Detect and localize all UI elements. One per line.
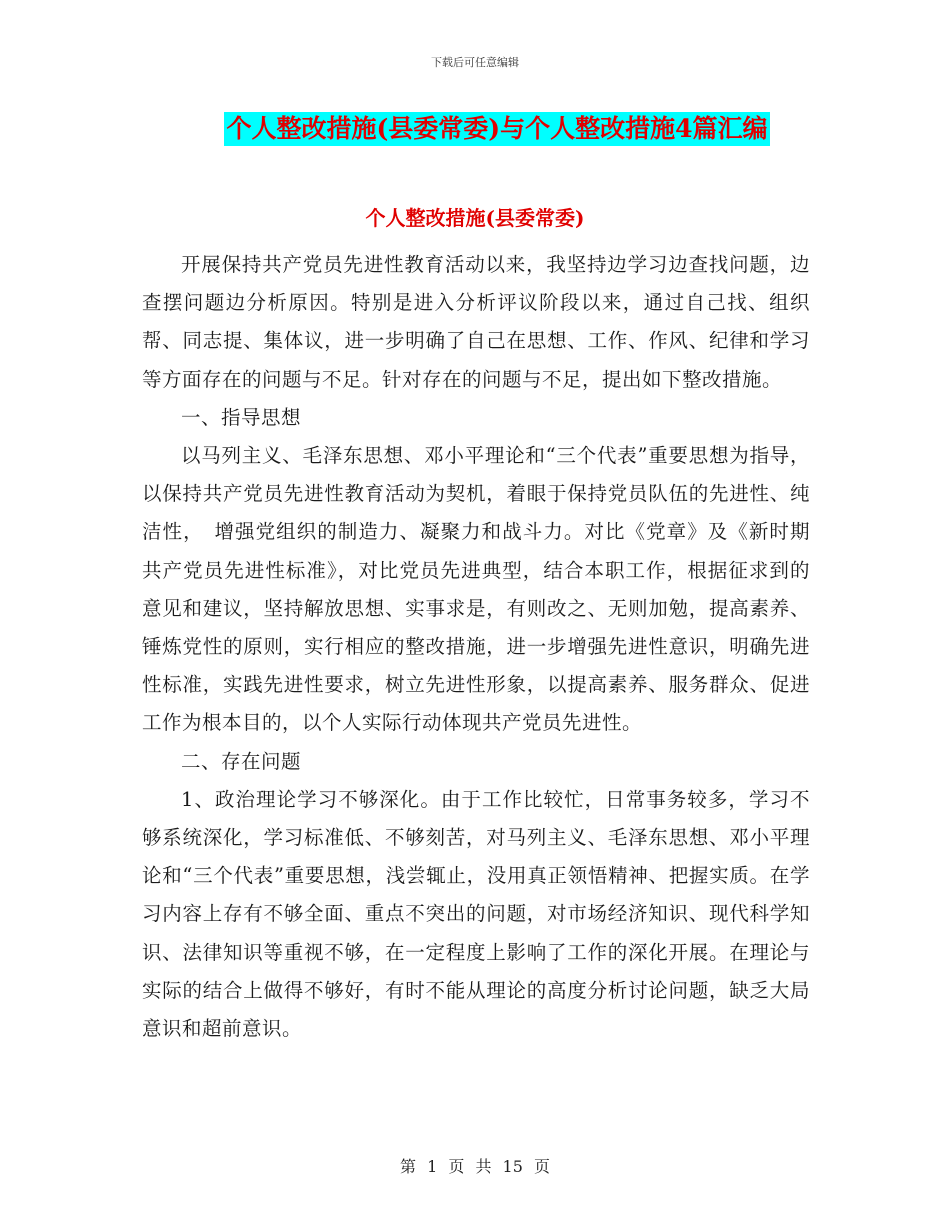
paragraph-problem-1: 1、政治理论学习不够深化。由于工作比较忙，日常事务较多，学习不够系统深化，学习标准低、不够刻苦，对马列主义、毛泽东思想、邓小平理论和“三个代表”重要思想，浅尝辄止，没用真正领悟精神、把握实质。在学习内容上存有不够全面、重点不突出的问题，对市场经济知识、现代科学知识、法律知识等重视不够，在一定程度上影响了工作的深化开展。在理论与实际的结合上做得不够好，有时不能从理论的高度分析讨论问题，缺乏大局意识和超前意识。 [142, 787, 810, 1041]
heading-existing-problems: 二、存在问题 [181, 749, 302, 773]
page-footer: 第 1 页 共 15 页 [400, 1157, 550, 1176]
paragraph-intro: 开展保持共产党员先进性教育活动以来，我坚持边学习边查找问题，边查摆问题边分析原因。特别是进入分析评议阶段以来，通过自己找、组织帮、同志提、集体议，进一步明确了自己在思想、工作、作风、纪律和学习等方面存在的问题与不足。针对存在的问题与不足，提出如下整改措施。 [142, 253, 810, 391]
body-text [142, 246, 810, 1048]
document-title: 个人整改措施(县委常委)与个人整改措施4篇汇编 [224, 112, 769, 146]
heading-guiding-ideology: 一、指导思想 [181, 405, 302, 429]
title-container [0, 112, 950, 146]
paragraph-guiding-ideology: 以马列主义、毛泽东思想、邓小平理论和“三个代表”重要思想为指导，以保持共产党员先进性教育活动为契机，着眼于保持党员队伍的先进性、纯洁性， 增强党组织的制造力、凝聚力和战斗力。对比《党章》及《新时期共产党员先进性标准》，对比党员先进典型，结合本职工作，根据征求到的意见和建议，坚持解放思想、实事求是，有则改之、无则加勉，提高素养、锤炼党性的原则，实行相应的整改措施，进一步增强先进性意识，明确先进性标准，实践先进性要求，树立先进性形象，以提高素养、服务群众、促进工作为根本目的，以个人实际行动体现共产党员先进性。 [142, 444, 810, 735]
header-note: 下载后可任意编辑 [431, 56, 519, 69]
section-subtitle: 个人整改措施(县委常委) [365, 206, 585, 230]
